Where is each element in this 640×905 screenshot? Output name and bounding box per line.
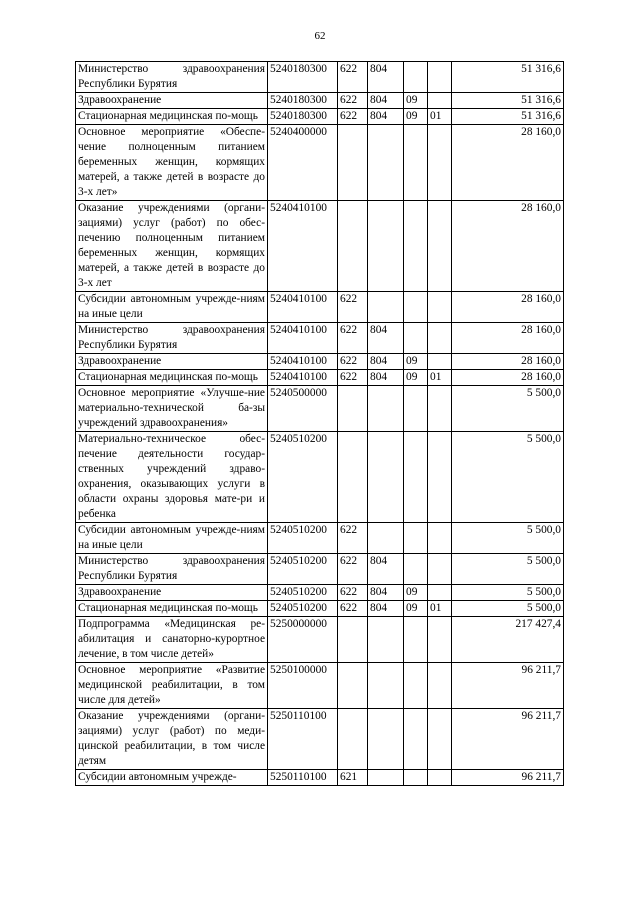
section-code [404, 709, 428, 770]
table-row [76, 292, 564, 323]
section-code [404, 125, 428, 201]
ministry-code: 804 [368, 93, 404, 109]
ministry-code [368, 523, 404, 554]
expense-type-code [338, 432, 368, 523]
ministry-code [368, 292, 404, 323]
table-row [76, 125, 564, 201]
expense-type-code: 622 [338, 370, 368, 386]
expense-type-code: 622 [338, 523, 368, 554]
row-name: Стационарная медицинская по-мощь [76, 370, 268, 386]
target-article-code: 5240410100 [268, 292, 338, 323]
subsection-code [428, 709, 452, 770]
target-article-code: 5240180300 [268, 109, 338, 125]
row-name: Субсидии автономным учрежде- [76, 770, 268, 786]
target-article-code: 5250110100 [268, 770, 338, 786]
expense-type-code: 622 [338, 554, 368, 585]
subsection-code [428, 432, 452, 523]
expense-type-code [338, 386, 368, 432]
table-row [76, 709, 564, 770]
target-article-code: 5240510200 [268, 585, 338, 601]
amount: 28 160,0 [452, 201, 564, 292]
section-code: 09 [404, 370, 428, 386]
expense-type-code: 622 [338, 354, 368, 370]
subsection-code [428, 93, 452, 109]
ministry-code: 804 [368, 601, 404, 617]
row-name: Основное мероприятие «Развитие медицинской реабилитации, в том числе для детей» [76, 663, 268, 709]
target-article-code: 5240410100 [268, 323, 338, 354]
subsection-code [428, 292, 452, 323]
ministry-code: 804 [368, 62, 404, 93]
amount: 217 427,4 [452, 617, 564, 663]
expense-type-code [338, 663, 368, 709]
table-row [76, 62, 564, 93]
table-row [76, 323, 564, 354]
expense-type-code: 622 [338, 323, 368, 354]
amount: 96 211,7 [452, 663, 564, 709]
amount: 28 160,0 [452, 292, 564, 323]
row-name: Субсидии автономным учрежде-ниям на иные цели [76, 292, 268, 323]
expense-type-code: 621 [338, 770, 368, 786]
expense-type-code [338, 617, 368, 663]
row-name: Министерство здравоохранения Республики Бурятия [76, 62, 268, 93]
expense-type-code [338, 709, 368, 770]
table-row [76, 370, 564, 386]
table-row [76, 617, 564, 663]
target-article-code: 5250110100 [268, 709, 338, 770]
ministry-code: 804 [368, 354, 404, 370]
table-row [76, 93, 564, 109]
table-row [76, 109, 564, 125]
row-name: Здравоохранение [76, 93, 268, 109]
target-article-code: 5240410100 [268, 201, 338, 292]
target-article-code: 5240410100 [268, 354, 338, 370]
row-name: Министерство здравоохранения Республики Бурятия [76, 323, 268, 354]
ministry-code: 804 [368, 109, 404, 125]
budget-table [75, 61, 564, 786]
section-code: 09 [404, 585, 428, 601]
table-row [76, 523, 564, 554]
section-code [404, 770, 428, 786]
table-row [76, 201, 564, 292]
section-code [404, 201, 428, 292]
section-code [404, 323, 428, 354]
table-row [76, 554, 564, 585]
target-article-code: 5240510200 [268, 523, 338, 554]
ministry-code: 804 [368, 370, 404, 386]
amount: 5 500,0 [452, 523, 564, 554]
target-article-code: 5250100000 [268, 663, 338, 709]
expense-type-code: 622 [338, 93, 368, 109]
target-article-code: 5240400000 [268, 125, 338, 201]
subsection-code [428, 770, 452, 786]
target-article-code: 5240510200 [268, 601, 338, 617]
page-number: 62 [314, 30, 326, 42]
subsection-code [428, 523, 452, 554]
target-article-code: 5240410100 [268, 370, 338, 386]
table-row [76, 663, 564, 709]
ministry-code [368, 709, 404, 770]
amount: 5 500,0 [452, 585, 564, 601]
section-code: 09 [404, 93, 428, 109]
amount: 5 500,0 [452, 554, 564, 585]
ministry-code: 804 [368, 323, 404, 354]
ministry-code [368, 201, 404, 292]
amount: 5 500,0 [452, 386, 564, 432]
row-name: Здравоохранение [76, 354, 268, 370]
ministry-code: 804 [368, 554, 404, 585]
subsection-code [428, 585, 452, 601]
subsection-code [428, 386, 452, 432]
amount: 28 160,0 [452, 323, 564, 354]
amount: 5 500,0 [452, 601, 564, 617]
section-code [404, 292, 428, 323]
subsection-code [428, 125, 452, 201]
expense-type-code: 622 [338, 109, 368, 125]
section-code [404, 523, 428, 554]
amount: 28 160,0 [452, 370, 564, 386]
section-code: 09 [404, 109, 428, 125]
table-row [76, 770, 564, 786]
subsection-code: 01 [428, 601, 452, 617]
row-name: Подпрограмма «Медицинская ре-абилитация и санаторно-курортное лечение, в том числе детей» [76, 617, 268, 663]
target-article-code: 5240180300 [268, 93, 338, 109]
section-code: 09 [404, 354, 428, 370]
amount: 5 500,0 [452, 432, 564, 523]
row-name: Здравоохранение [76, 585, 268, 601]
row-name: Основное мероприятие «Обеспе-чение полноценным питанием беременных женщин, кормящих матерей, а также детей в возрасте до 3-х лет» [76, 125, 268, 201]
subsection-code [428, 323, 452, 354]
row-name: Оказание учреждениями (органи-зациями) услуг (работ) по меди-цинской реабилитации, в том числе детям [76, 709, 268, 770]
section-code [404, 432, 428, 523]
row-name: Оказание учреждениями (органи-зациями) услуг (работ) по обес-печению полноценным питанием беременных женщин, кормящих матерей, а также детей в возрасте до 3-х лет [76, 201, 268, 292]
ministry-code [368, 617, 404, 663]
section-code [404, 617, 428, 663]
amount: 51 316,6 [452, 62, 564, 93]
subsection-code [428, 554, 452, 585]
row-name: Министерство здравоохранения Республики Бурятия [76, 554, 268, 585]
table-row [76, 386, 564, 432]
amount: 28 160,0 [452, 354, 564, 370]
section-code [404, 62, 428, 93]
target-article-code: 5240510200 [268, 554, 338, 585]
section-code [404, 386, 428, 432]
section-code: 09 [404, 601, 428, 617]
table-row [76, 601, 564, 617]
subsection-code: 01 [428, 370, 452, 386]
subsection-code [428, 62, 452, 93]
expense-type-code: 622 [338, 62, 368, 93]
ministry-code [368, 770, 404, 786]
table-row [76, 354, 564, 370]
ministry-code [368, 663, 404, 709]
row-name: Материально-техническое обес-печение деятельности государ-ственных учреждений здраво-охранения, оказывающих услуги в области охраны здоровья мате-ри и ребенка [76, 432, 268, 523]
expense-type-code: 622 [338, 585, 368, 601]
amount: 28 160,0 [452, 125, 564, 201]
row-name: Субсидии автономным учрежде-ниям на иные цели [76, 523, 268, 554]
target-article-code: 5240180300 [268, 62, 338, 93]
subsection-code [428, 617, 452, 663]
subsection-code: 01 [428, 109, 452, 125]
subsection-code [428, 663, 452, 709]
ministry-code: 804 [368, 585, 404, 601]
target-article-code: 5240510200 [268, 432, 338, 523]
subsection-code [428, 354, 452, 370]
target-article-code: 5240500000 [268, 386, 338, 432]
subsection-code [428, 201, 452, 292]
row-name: Основное мероприятие «Улучше-ние материально-технической ба-зы учреждений здравоохранения» [76, 386, 268, 432]
table-row [76, 432, 564, 523]
expense-type-code [338, 125, 368, 201]
amount: 96 211,7 [452, 709, 564, 770]
amount: 51 316,6 [452, 93, 564, 109]
expense-type-code: 622 [338, 601, 368, 617]
amount: 96 211,7 [452, 770, 564, 786]
expense-type-code [338, 201, 368, 292]
amount: 51 316,6 [452, 109, 564, 125]
expense-type-code: 622 [338, 292, 368, 323]
section-code [404, 663, 428, 709]
ministry-code [368, 125, 404, 201]
ministry-code [368, 386, 404, 432]
row-name: Стационарная медицинская по-мощь [76, 109, 268, 125]
table-row [76, 585, 564, 601]
section-code [404, 554, 428, 585]
ministry-code [368, 432, 404, 523]
row-name: Стационарная медицинская по-мощь [76, 601, 268, 617]
target-article-code: 5250000000 [268, 617, 338, 663]
